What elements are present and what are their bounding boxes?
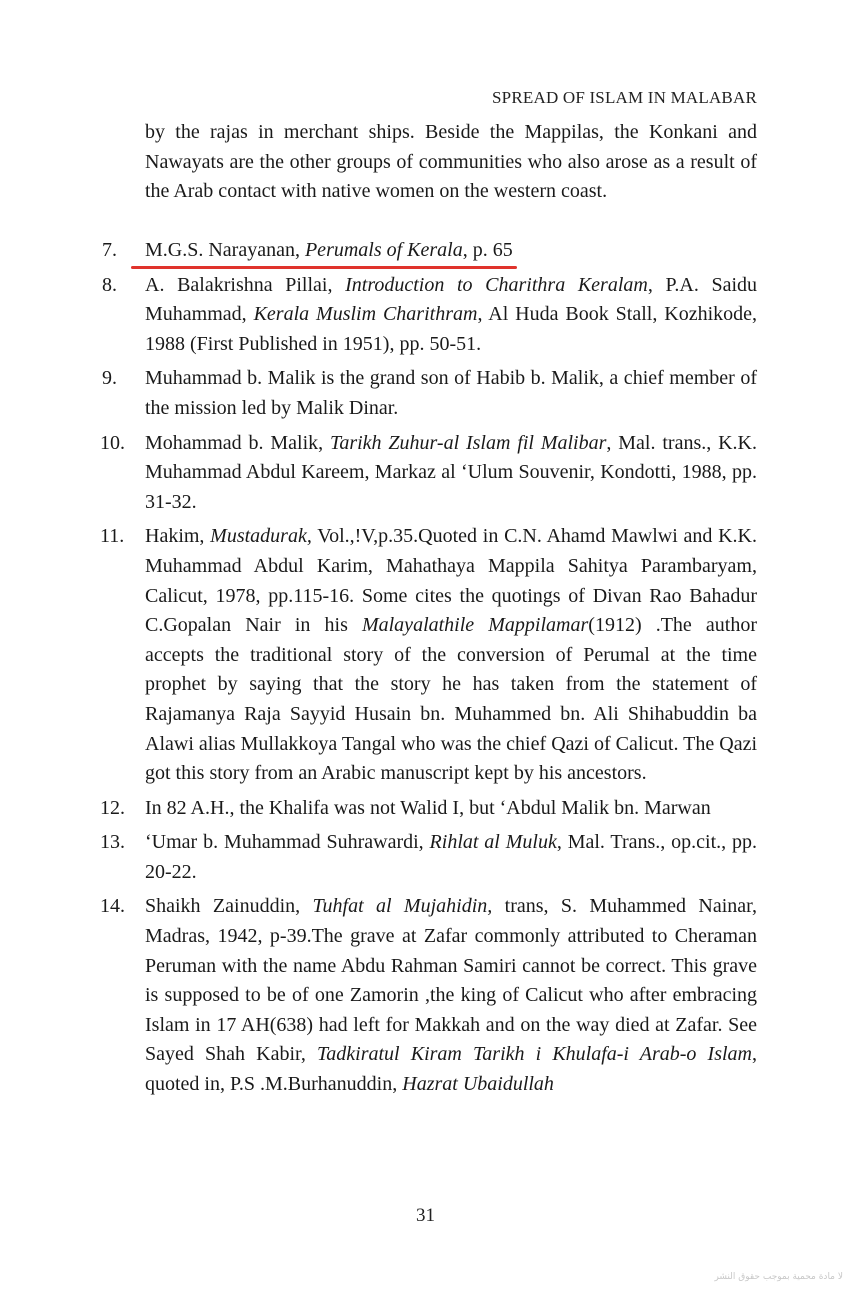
endnote-number: 13. [100,831,125,854]
endnote-text-run: M.G.S. Narayanan, [145,239,305,261]
continuation-paragraph: by the rajas in merchant ships. Beside the Mappilas, the Konkani and Nawayats are the other groups of communities who also arose as a result of the Arab contact with native women on the western coast. [145,121,757,203]
endnote-italic-title: Tadkiratul Kiram Tarikh i Khulafa-i Arab-o Islam [317,1043,752,1066]
endnote-text-run: Hakim, [145,525,211,548]
endnote-number: 7. [102,239,117,261]
watermark-text: لا مادة محمية بموجب حقوق النشر [714,1272,843,1282]
endnote-text [145,239,513,261]
endnote-item [102,364,757,423]
red-underline-mark [131,266,517,269]
endnote-italic-title: Introduction to Charithra Keralam [345,273,648,296]
endnote-number: 10. [100,431,125,454]
endnote-text-run: Mohammad b. Malik, [145,431,331,454]
endnote-number: 8. [102,273,117,296]
endnote-text [145,274,757,355]
endnote-text-run: trans, S. Muhammed Nainar, Madras, 1942, p-39.The grave at Zafar commonly attributed to Cheraman Peruman with the name Abdu Rahman Samiri cannot be correct. This grave is supposed to be of one Zamorin ,the king of Calicut who after embracing Islam in 17 AH(638) had left for Makkah and on the way died at Zafar. See Sayed Shah Kabir, [145,895,757,1066]
endnote-italic-title: Tuhfat al Mujahidin, [312,895,493,918]
endnote-italic-title: Hazrat Ubaidullah [402,1073,554,1096]
endnote-text-run: A. Balakrishna Pillai, [145,273,346,296]
endnote-text-run: Muhammad b. Malik is the grand son of Habib b. Malik, a chief member of the mission led by Malik Dinar. [145,367,757,419]
endnote-text [145,895,757,1095]
endnote-number: 14. [100,895,125,918]
endnote-text-run: (1912) .The author accepts the traditional story of the conversion of Perumal at the time prophet by saying that the story he has taken from the statement of Rajamanya Raja Sayyid Husain bn. Muhammed bn. Ali Shihabuddin ba Alawi alias Mullakkoya Tangal who was the chief Qazi of Calicut. The Qazi got this story from an Arabic manuscript kept by his ancestors. [145,614,758,785]
endnote-text-run: , P.A. Saidu Muhammad, [145,273,758,326]
endnote-item [102,429,757,518]
endnote-italic-title: Perumals of Kerala [304,239,463,261]
endnote-text-run: , Al Huda Book Stall, Kozhikode, 1988 (First Published in 1951), pp. 50-51. [145,303,757,355]
page-number: 31 [416,1205,435,1226]
endnote-item [102,236,757,266]
endnote-text-run: Shaikh Zainuddin, [145,895,313,918]
red-underline-highlight [145,236,513,266]
endnote-number: 11. [100,525,125,548]
endnote-italic-title: Tarikh Zuhur-al Islam fil Malibar [330,431,607,454]
endnotes-list [102,236,757,1105]
endnote-text-run: , Mal. trans., K.K. Muhammad Abdul Kareem, Markaz al ‘Ulum Souvenir, Kondotti, 1988, pp. 31-32. [145,431,757,513]
endnote-number: 9. [102,367,117,390]
endnote-text-run: In 82 A.H., the Khalifa was not Walid I, but ‘Abdul Malik bn. Marwan [145,796,711,819]
endnote-item [102,794,757,824]
endnote-italic-title: Mustadurak, [210,525,312,548]
endnote-text-run: ‘Umar b. Muhammad Suhrawardi, [145,831,430,854]
endnote-item [102,828,757,887]
endnote-item [102,522,757,788]
endnote-text-run: , quoted in, P.S .M.Burhanuddin, [145,1043,757,1096]
endnote-text [145,831,757,883]
endnote-item [102,271,757,360]
endnote-text [145,367,757,419]
endnote-text-run: Vol.,!V,p.35.Quoted in C.N. Ahamd Mawlwi and K.K. Muhammad Abdul Karim, Mahathaya Mappila Sahitya Parambaryam, Calicut, 1978, pp.115-16. Some cites the quotings of Divan Rao Bahadur C.Gopalan Nair in his [145,525,757,637]
endnote-item [102,892,757,1099]
endnote-text [145,432,757,513]
endnote-text [145,525,757,784]
endnote-text-run: , p. 65 [462,239,513,261]
running-header: SPREAD OF ISLAM IN MALABAR [492,88,757,107]
endnote-italic-title: Malayalathile Mappilamar [361,614,589,637]
endnote-italic-title: Kerala Muslim Charithram [253,303,478,326]
endnote-text-run: , Mal. Trans., op.cit., pp. 20-22. [145,831,757,883]
endnote-number: 12. [100,796,125,819]
endnote-text [145,797,711,819]
endnote-italic-title: Rihlat al Muluk [429,831,557,854]
